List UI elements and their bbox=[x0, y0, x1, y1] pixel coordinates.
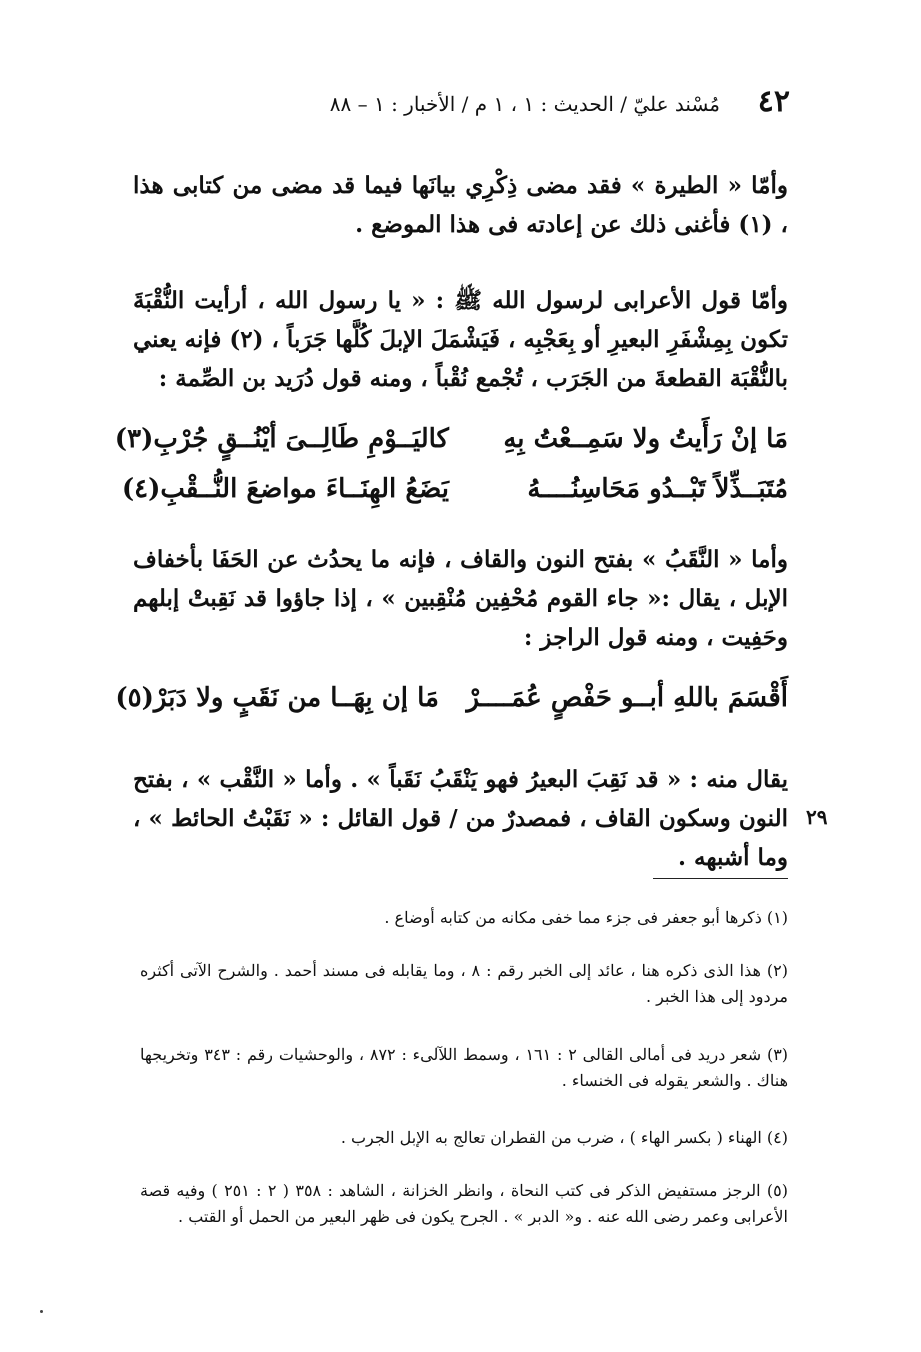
margin-number: ٢٩ bbox=[806, 805, 828, 829]
footnote-4: (٤) الهناء ( بكسر الهاء ) ، ضرب من القطران تعالج به الإبل الجرب . bbox=[340, 1128, 788, 1147]
footnote-separator bbox=[653, 878, 788, 879]
footnote-3: (٣) شعر دريد فى أمالى القالى ٢ : ١٦١ ، وسمط اللآلىء : ٨٧٢ ، والوحشيات رقم : ٣٤٣ وتخريجها هناك . والشعر يقوله فى الخنساء . bbox=[140, 1045, 789, 1090]
paragraph-tiyara: وأمّا « الطيرة » فقد مضى ذِكْرِي بيانَها فيما قد مضى من كتابى هذا ، (١) فأغنى ذلك عن إعادته فى هذا الموضع . bbox=[133, 172, 788, 238]
footnote-1: (١) ذكرها أبو جعفر فى جزء مما خفى مكانه من كتابه أوضاع . bbox=[384, 908, 788, 927]
verse-2-first-hemistich: مُتَبَــذِّلاً تَبْــدُو مَحَاسِنُــــهُ bbox=[527, 474, 788, 504]
verse-3-first-hemistich: أَقْسَمَ باللهِ أبــو حَفْصٍ عُمَــــرْ bbox=[466, 683, 788, 713]
scan-speck bbox=[40, 1310, 43, 1313]
running-title: مُسْند عليّ / الحديث : ١ ، ١ م / الأخبار : ١ – ٨٨ bbox=[329, 92, 720, 116]
verse-2-second-hemistich: يَضَعُ الهِنَــاءَ مواضعَ النُّــقْبِ(٤) bbox=[121, 474, 449, 504]
verse-3-second-hemistich: مَا إن بِهَــا من نَقَبٍ ولا دَبَرْ(٥) bbox=[115, 683, 439, 713]
paragraph-naqb: يقال منه : « قد نَقِبَ البعيرُ فهو يَنْقَبُ نَقَباً » . وأما « النَّقْب » ، بفتح النون وسكون القاف ، فمصدرٌ من / قول القائل : « نَقَبْتُ الحائط » ، وما أشبهه . bbox=[133, 766, 788, 871]
footnote-5: (٥) الرجز مستفيض الذكر فى كتب النحاة ، وانظر الخزانة ، الشاهد : ٣٥٨ ( ٢ : ٢٥١ ) وفيه قصة الأعرابى وعمر رضى الله عنه . و« الدبر » . الجرح يكون فى ظهر البعير من الحمل أو القتب . bbox=[140, 1181, 788, 1226]
page-number: ٤٢ bbox=[757, 84, 790, 119]
verse-line-3 bbox=[115, 683, 788, 713]
verse-line-1 bbox=[114, 424, 788, 454]
paragraph-naqab: وأما « النَّقَبُ » بفتح النون والقاف ، فإنه ما يحدُث عن الحَفَا بأخفاف الإبل ، يقال :« جاء القوم مُحْفِين مُنْقِبين » ، إذا جاؤوا قد نَقِبتْ إبلهم وحَفِيت ، ومنه قول الراجز : bbox=[133, 546, 788, 651]
verse-1-first-hemistich: مَا إنْ رَأَيتُ ولا سَمِــعْتُ بِهِ bbox=[503, 424, 788, 454]
footnote-2: (٢) هذا الذى ذكره هنا ، عائد إلى الخبر رقم : ٨ ، وما يقابله فى مسند أحمد . والشرح الآتى أكثره مردود إلى هذا الخبر . bbox=[140, 961, 788, 1006]
paragraph-nuqba: وأمّا قول الأعرابى لرسول الله ﷺ : « يا رسول الله ، أرأيت النُّقْبَةَ تكون بِمِشْفَرِ البعيرِ أو بِعَجْبِه ، فَيَشْمَلَ الإبلَ كُلَّها جَرَباً ، (٢) فإنه يعني بالنُّقْبَة القطعةَ من الجَرَب ، تُجْمع نُقْباً ، ومنه قول دُرَيد بن الصِّمة : bbox=[133, 287, 788, 392]
verse-line-2 bbox=[121, 474, 788, 504]
verse-1-second-hemistich: كاليَــوْمِ طَالِــىَ أيْنُــقٍ جُرْبِ(٣) bbox=[114, 424, 449, 454]
